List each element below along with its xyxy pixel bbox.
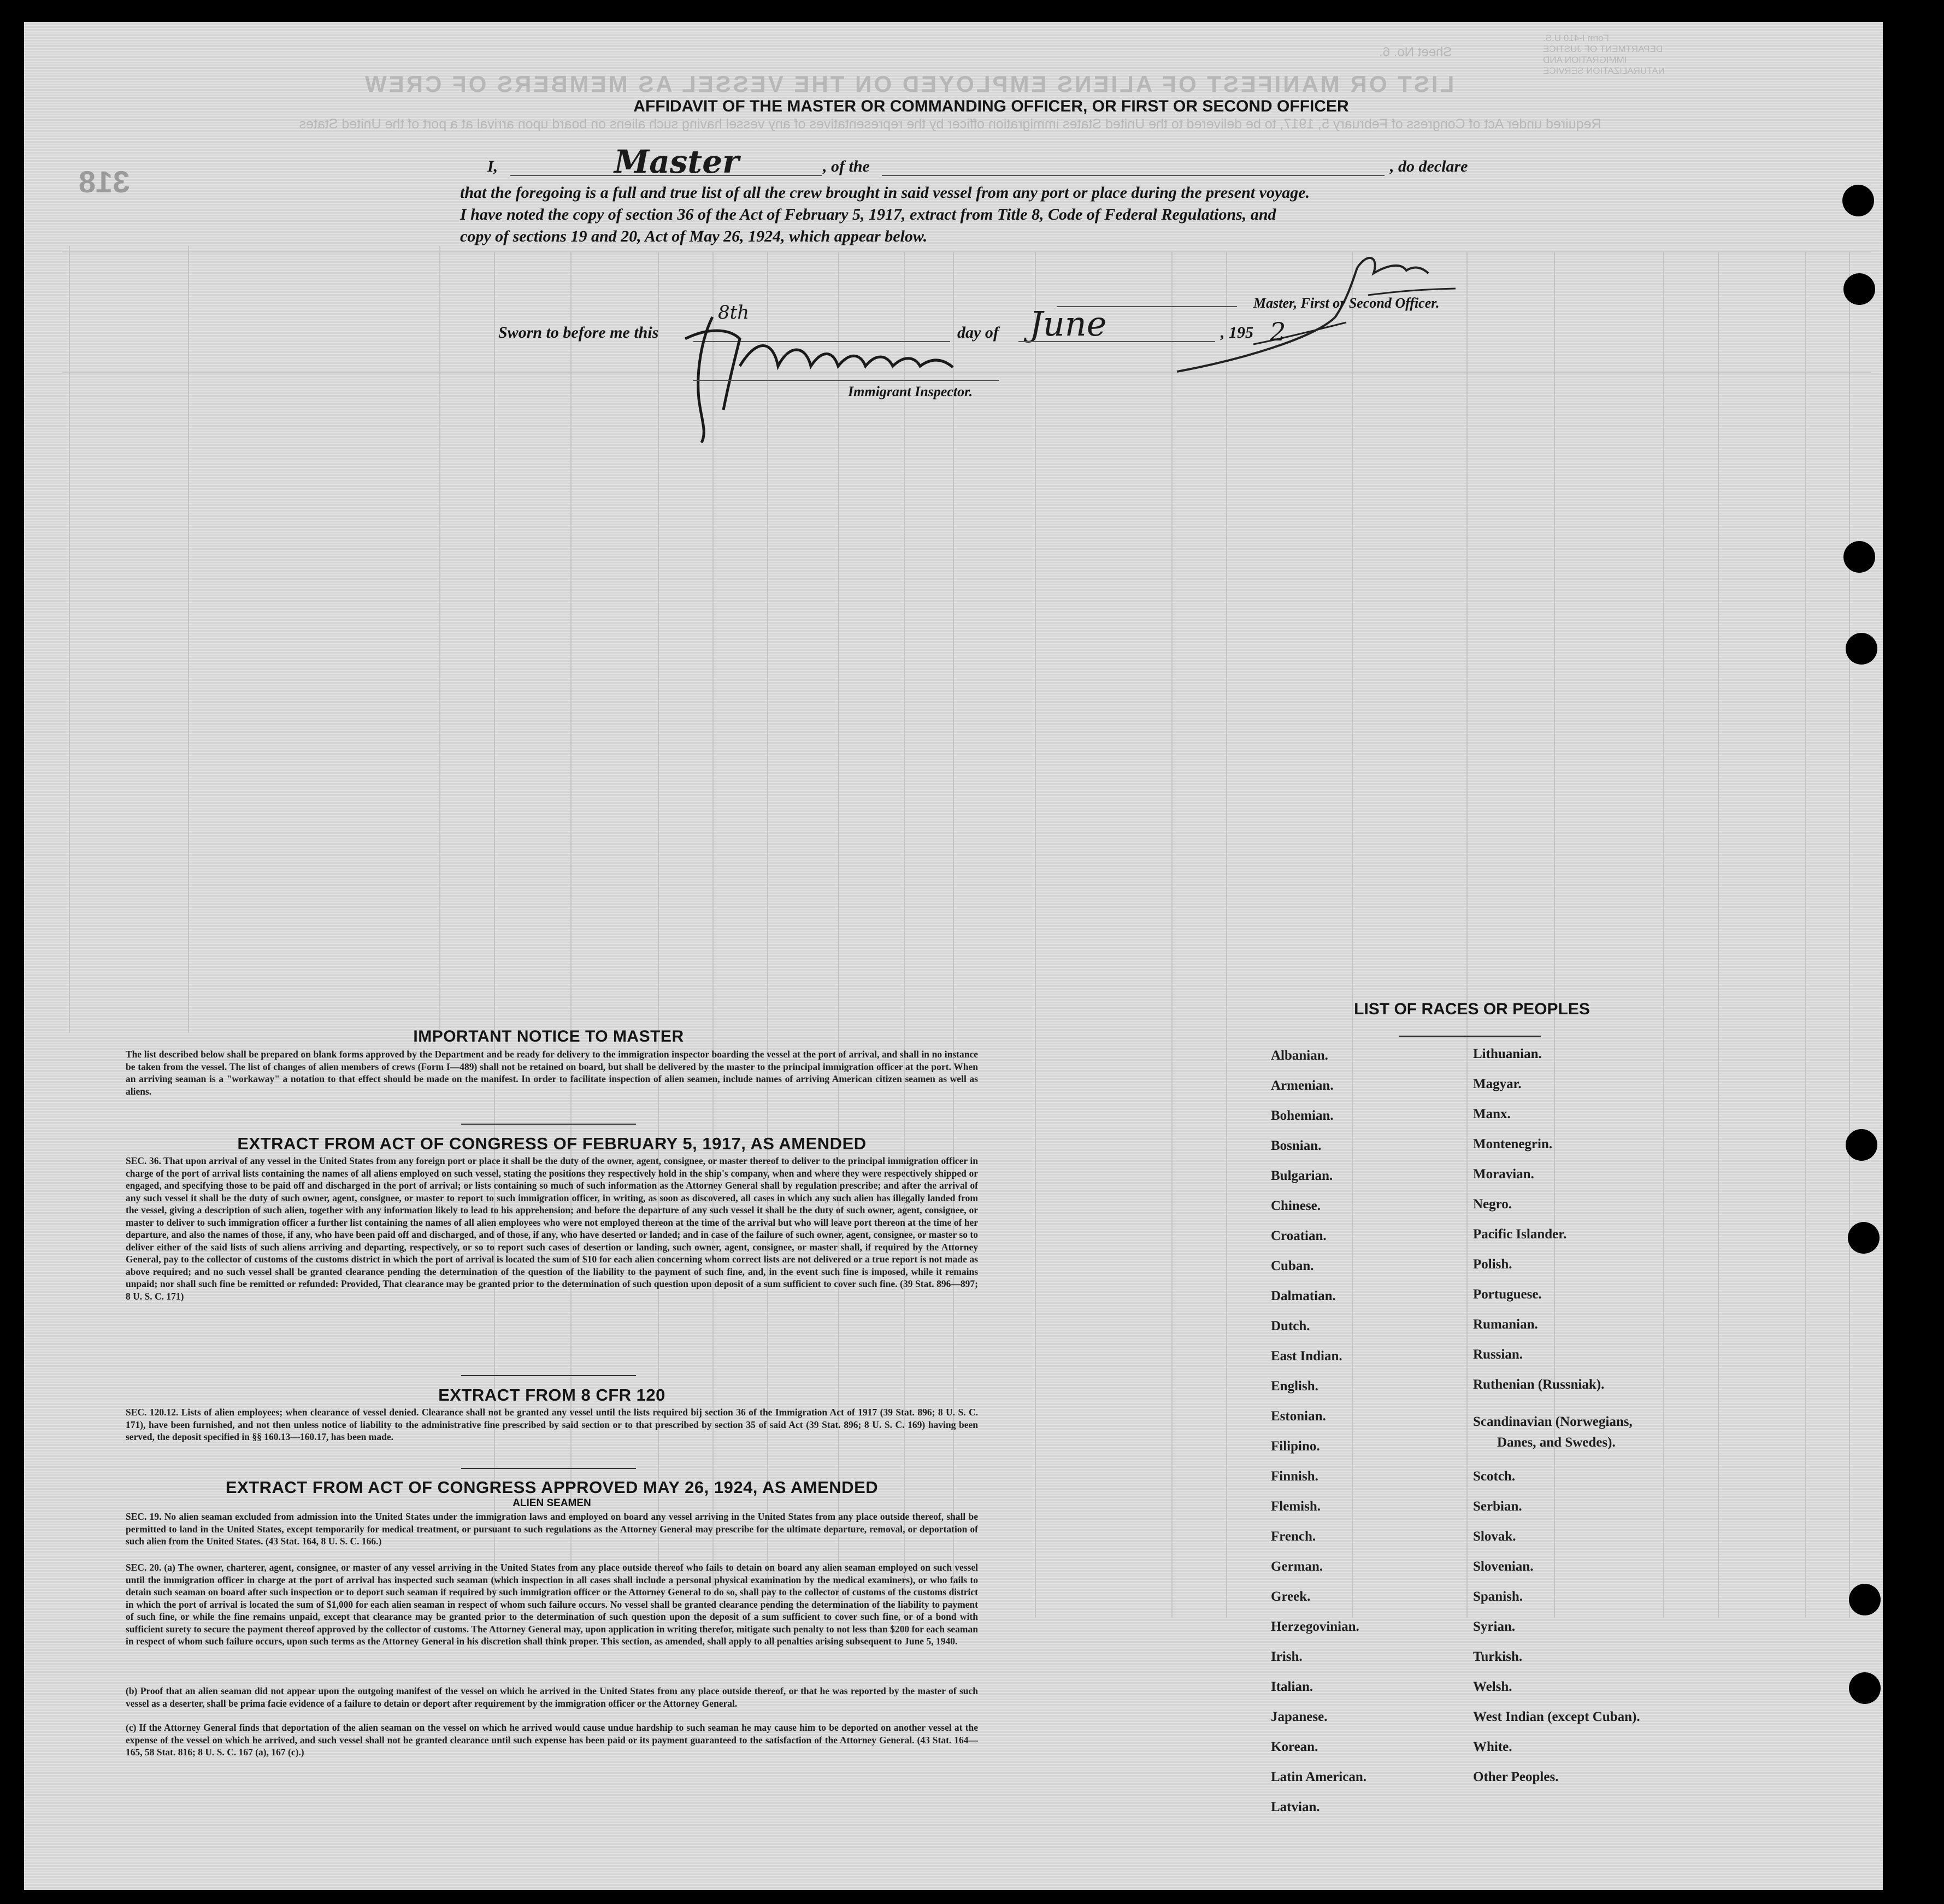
inspector-signature-line <box>693 380 999 381</box>
race-item: German. <box>1271 1559 1323 1574</box>
race-item: Ruthenian (Russniak). <box>1473 1377 1605 1392</box>
race-item: Danes, and Swedes). <box>1497 1435 1616 1450</box>
race-item: English. <box>1271 1379 1318 1394</box>
extract-1917-text: SEC. 36. That upon arrival of any vessel in the United States from any foreign port or place it shall be the duty of the owner, agent, consignee, or master thereof to deliver to the principal immigration officer in charge of the port of arrival lists containing the names of all aliens employed on such vessel, stating the positions they respectively hold in the ship's company, when and where they were respectively shipped or engaged, and specifying those to be paid off and discharged in the port of arrival; or lists containing so much of such information as the Attorney General shall by regulation prescribe; and after the arrival of any such vessel it shall be the duty of such owner, agent, consignee, or master to report to such immigration officer, in writing, as soon as discovered, all cases in which any such alien has illegally landed from the vessel, giving a description of such alien, together with any information likely to lead to his apprehension; and before the departure of any such vessel it shall be the duty of such owner, agent, consignee, or master to deliver to such immigration officer a further list containing the names of all alien employees who were not employed thereon at the time of the arrival but who will leave port thereon at the time of her departure, and also the names of those, if any, who have been paid off and discharged, and of those, if any, who have deserted or landed; and in case of the failure of such owner, agent, consignee, or master so to deliver either of the said lists of such aliens arriving and departing, respectively, or so to report such cases of desertion or landing, such owner, agent, consignee, or master shall, if required by the Attorney General, pay to the collector of customs of the customs district in which the port of arrival is located the sum of $10 for each alien concerning whom correct lists are not delivered or a true report is not made as above required; and no such vessel shall be granted clearance pending the determination of the question of the liability to the payment of such fine, and, in the event such fine is imposed, while it remains unpaid; nor shall such fine be remitted or refunded: Provided, That clearance may be granted prior to the determination of such question upon deposit of a sum sufficient to cover such fine. (39 Stat. 896—897; 8 U. S. C. 171) <box>126 1155 978 1302</box>
races-title: LIST OF RACES OR PEOPLES <box>1354 1000 1590 1018</box>
race-item: Montenegrin. <box>1473 1137 1553 1151</box>
affidavit-i-label: I, <box>487 157 498 175</box>
extract-1924-sec19: SEC. 19. No alien seaman excluded from admission into the United States under the immigration laws and employed on board any vessel arriving in the United States from any place outside thereof, shall be permitted to land in the United States, except temporarily for medical treatment, or pursuant to such regulations as the Attorney General may prescribe for the ultimate departure, removal, or deportation of such alien from the United States. (43 Stat. 164, 8 U. S. C. 166.) <box>126 1511 978 1547</box>
race-item: Spanish. <box>1473 1589 1523 1604</box>
race-item: Turkish. <box>1473 1649 1523 1664</box>
sworn-year-handwriting: 2 <box>1270 317 1286 346</box>
notice-title: IMPORTANT NOTICE TO MASTER <box>413 1027 684 1045</box>
sworn-month-handwriting: June <box>1029 304 1107 344</box>
mirrored-required-line: Required under Act of Congress of February 5, 1917, to be delivered to the United States immigration officer by the representatives of any vessel having such aliens on board upon arrival at a port of the United States <box>299 116 1601 132</box>
race-item: White. <box>1473 1740 1512 1754</box>
notice-text: The list described below shall be prepared on blank forms approved by the Department and be ready for delivery to the immigration inspector boarding the vessel at the port of arrival, and shall in no instance be taken from the vessel. The list of changes of alien members of crews (Form I—489) shall not be retained on board, but shall be delivered by the master to the principal immigration officer at the port. When an arriving seaman is a "workaway" a notation to that effect should be made on the manifest. In order to facilitate inspection of alien seamen, include names of arriving American citizen seamen as well as aliens. <box>126 1049 978 1097</box>
race-item: Lithuanian. <box>1473 1047 1542 1061</box>
race-item: Magyar. <box>1473 1077 1522 1091</box>
rule-2 <box>461 1375 636 1376</box>
sworn-day-handwriting: 8th <box>718 302 750 324</box>
race-item: Irish. <box>1271 1649 1303 1664</box>
sworn-label: Sworn to before me this <box>498 324 659 342</box>
race-item: Negro. <box>1473 1197 1512 1212</box>
race-item: Portuguese. <box>1473 1287 1542 1302</box>
race-item: Rumanian. <box>1473 1317 1538 1332</box>
race-item: Latin American. <box>1271 1770 1366 1784</box>
race-item: Cuban. <box>1271 1259 1314 1273</box>
master-officer-label: Master, First or Second Officer. <box>1253 295 1440 311</box>
extract-1917-title: EXTRACT FROM ACT OF CONGRESS OF FEBRUARY 5, 1917, AS AMENDED <box>237 1134 867 1153</box>
race-item: East Indian. <box>1271 1349 1342 1364</box>
race-item: Dalmatian. <box>1271 1289 1336 1303</box>
race-item: Japanese. <box>1271 1709 1328 1724</box>
extract-1924-sec20c: (c) If the Attorney General finds that deportation of the alien seaman on the vessel on which he arrived would cause undue hardship to such seaman he may cause him to be deported on another vessel at the expense of the vessel on which he arrived, and such vessel shall not be granted clearance until such expense has been paid or its payment guaranteed to the satisfaction of the Attorney General. (43 Stat. 164—165, 58 Stat. 816; 8 U. S. C. 167 (a), 167 (c).) <box>126 1722 978 1758</box>
race-item: Slovenian. <box>1473 1559 1534 1574</box>
race-item: Albanian. <box>1271 1048 1328 1063</box>
race-item: Croatian. <box>1271 1229 1327 1243</box>
race-item: Other Peoples. <box>1473 1770 1559 1784</box>
extract-1924-title: EXTRACT FROM ACT OF CONGRESS APPROVED MAY 26, 1924, AS AMENDED <box>225 1478 879 1497</box>
race-item: Chinese. <box>1271 1198 1321 1213</box>
affidavit-line-4: copy of sections 19 and 20, Act of May 26, 1924, which appear below. <box>460 227 928 245</box>
race-item: Filipino. <box>1271 1439 1320 1454</box>
race-item: Scotch. <box>1473 1469 1516 1484</box>
races-title-rule <box>1399 1036 1541 1037</box>
rule-3 <box>461 1468 636 1469</box>
race-item: Syrian. <box>1473 1619 1516 1634</box>
affidavit-of-the-label: , of the <box>823 157 870 175</box>
race-item: Greek. <box>1271 1589 1311 1604</box>
rule-1 <box>461 1124 636 1125</box>
sworn-year-label: , 195 <box>1221 324 1253 342</box>
race-item: Korean. <box>1271 1740 1318 1754</box>
document-page <box>24 22 1883 1890</box>
affidavit-line-2: that the foregoing is a full and true list of all the crew brought in said vessel from any port or place during the present voyage. <box>460 184 1310 202</box>
extract-1924-subtitle: ALIEN SEAMEN <box>512 1497 591 1509</box>
affidavit-title: AFFIDAVIT OF THE MASTER OR COMMANDING OFFICER, OR FIRST OR SECOND OFFICER <box>633 97 1349 115</box>
immigrant-inspector-label: Immigrant Inspector. <box>848 384 973 399</box>
race-item: Welsh. <box>1473 1679 1512 1694</box>
affidavit-line-3: I have noted the copy of section 36 of the Act of February 5, 1917, extract from Title 8, Code of Federal Regulations, and <box>460 205 1276 224</box>
extract-cfr-title: EXTRACT FROM 8 CFR 120 <box>438 1385 665 1405</box>
mirrored-form-block: Form I-410 U.S. DEPARTMENT OF JUSTICE IMMIGRATION AND NATURALIZATION SERVICE <box>1543 33 1665 76</box>
race-item: French. <box>1271 1529 1316 1544</box>
mirrored-stamp-number: 318 <box>79 164 130 199</box>
mirrored-title: LIST OR MANIFEST OF ALIENS EMPLOYED ON THE VESSEL AS MEMBERS OF CREW <box>363 71 1454 97</box>
race-item: Russian. <box>1473 1347 1523 1362</box>
race-item: Armenian. <box>1271 1078 1334 1093</box>
affidavit-declare-label: , do declare <box>1390 157 1468 175</box>
day-of-label: day of <box>957 324 999 342</box>
affidavit-name-handwriting: Master <box>614 143 739 180</box>
race-item: Italian. <box>1271 1679 1313 1694</box>
race-item: Herzegovinian. <box>1271 1619 1359 1634</box>
master-signature <box>1171 235 1477 393</box>
extract-1924-sec20a: SEC. 20. (a) The owner, charterer, agent, consignee, or master of any vessel arriving in the United States from any place outside thereof who fails to detain on board any alien seaman employed on such vessel until the immigration officer in charge at the port of arrival has inspected such seaman (which inspection in all cases shall include a personal physical examination by the medical examiners), or who fails to detain such seaman on board after such inspection or to deport such seaman if required by such immigration officer or the Attorney General to do so, shall pay to the collector of customs of the customs district in which the port of arrival is located the sum of $1,000 for each alien seaman in respect of whom such failure occurs. No vessel shall be granted clearance pending the determination of the liability to payment of such fine, or while the fine remains unpaid, except that clearance may be granted prior to the determination of such question upon the deposit of a sum sufficient to cover such fine, or of a bond with sufficient surety to secure the payment thereof approved by the collector of customs. The Attorney General may, upon application in writing therefor, mitigate such penalty to not less than $200 for each seaman in respect of whom such failure occurs, upon such terms as the Attorney General in his discretion shall think proper. This section, as amended, shall apply to all penalties arising subsequent to June 5, 1940. <box>126 1562 978 1647</box>
race-item: Bosnian. <box>1271 1138 1322 1153</box>
race-item: Latvian. <box>1271 1800 1320 1814</box>
race-item: Flemish. <box>1271 1499 1321 1514</box>
mirrored-sheet-number: Sheet No. 6. <box>1379 45 1452 60</box>
race-item: Pacific Islander. <box>1473 1227 1567 1242</box>
race-item: Bohemian. <box>1271 1108 1334 1123</box>
affidavit-vessel-line <box>882 175 1385 176</box>
sworn-month-line <box>1018 341 1215 342</box>
race-item: Finnish. <box>1271 1469 1318 1484</box>
race-item: Slovak. <box>1473 1529 1516 1544</box>
race-item: Dutch. <box>1271 1319 1310 1333</box>
extract-cfr-text: SEC. 120.12. Lists of alien employees; when clearance of vessel denied. Clearance shall not be granted any vessel until the lists required bij section 36 of the Immigration Act of 1917 (39 Stat. 896; 8 U. S. C. 171), have been furnished, and not then unless notice of liability to the administrative fine prescribed by said section or to that prescribed by section 35 of said Act (39 Stat. 896; 8 U. S. C. 169) having been served, the deposit specified in §§ 160.13—160.17, has been made. <box>126 1407 978 1442</box>
race-item: West Indian (except Cuban). <box>1473 1709 1640 1724</box>
race-item: Bulgarian. <box>1271 1168 1333 1183</box>
extract-1924-sec20b: (b) Proof that an alien seaman did not appear upon the outgoing manifest of the vessel on which he arrived in the United States from any place outside thereof, or that he was reported by the master of such vessel as a deserter, shall be prima facie evidence of a failure to detain or deport after requirement by the immigration officer or the Attorney General. <box>126 1685 978 1709</box>
race-item: Moravian. <box>1473 1167 1534 1182</box>
race-item: Estonian. <box>1271 1409 1326 1424</box>
race-item: Serbian. <box>1473 1499 1522 1514</box>
race-item: Manx. <box>1473 1107 1511 1121</box>
inspector-signature <box>669 306 975 448</box>
race-item: Scandinavian (Norwegians, <box>1473 1414 1633 1429</box>
race-item: Polish. <box>1473 1257 1512 1272</box>
